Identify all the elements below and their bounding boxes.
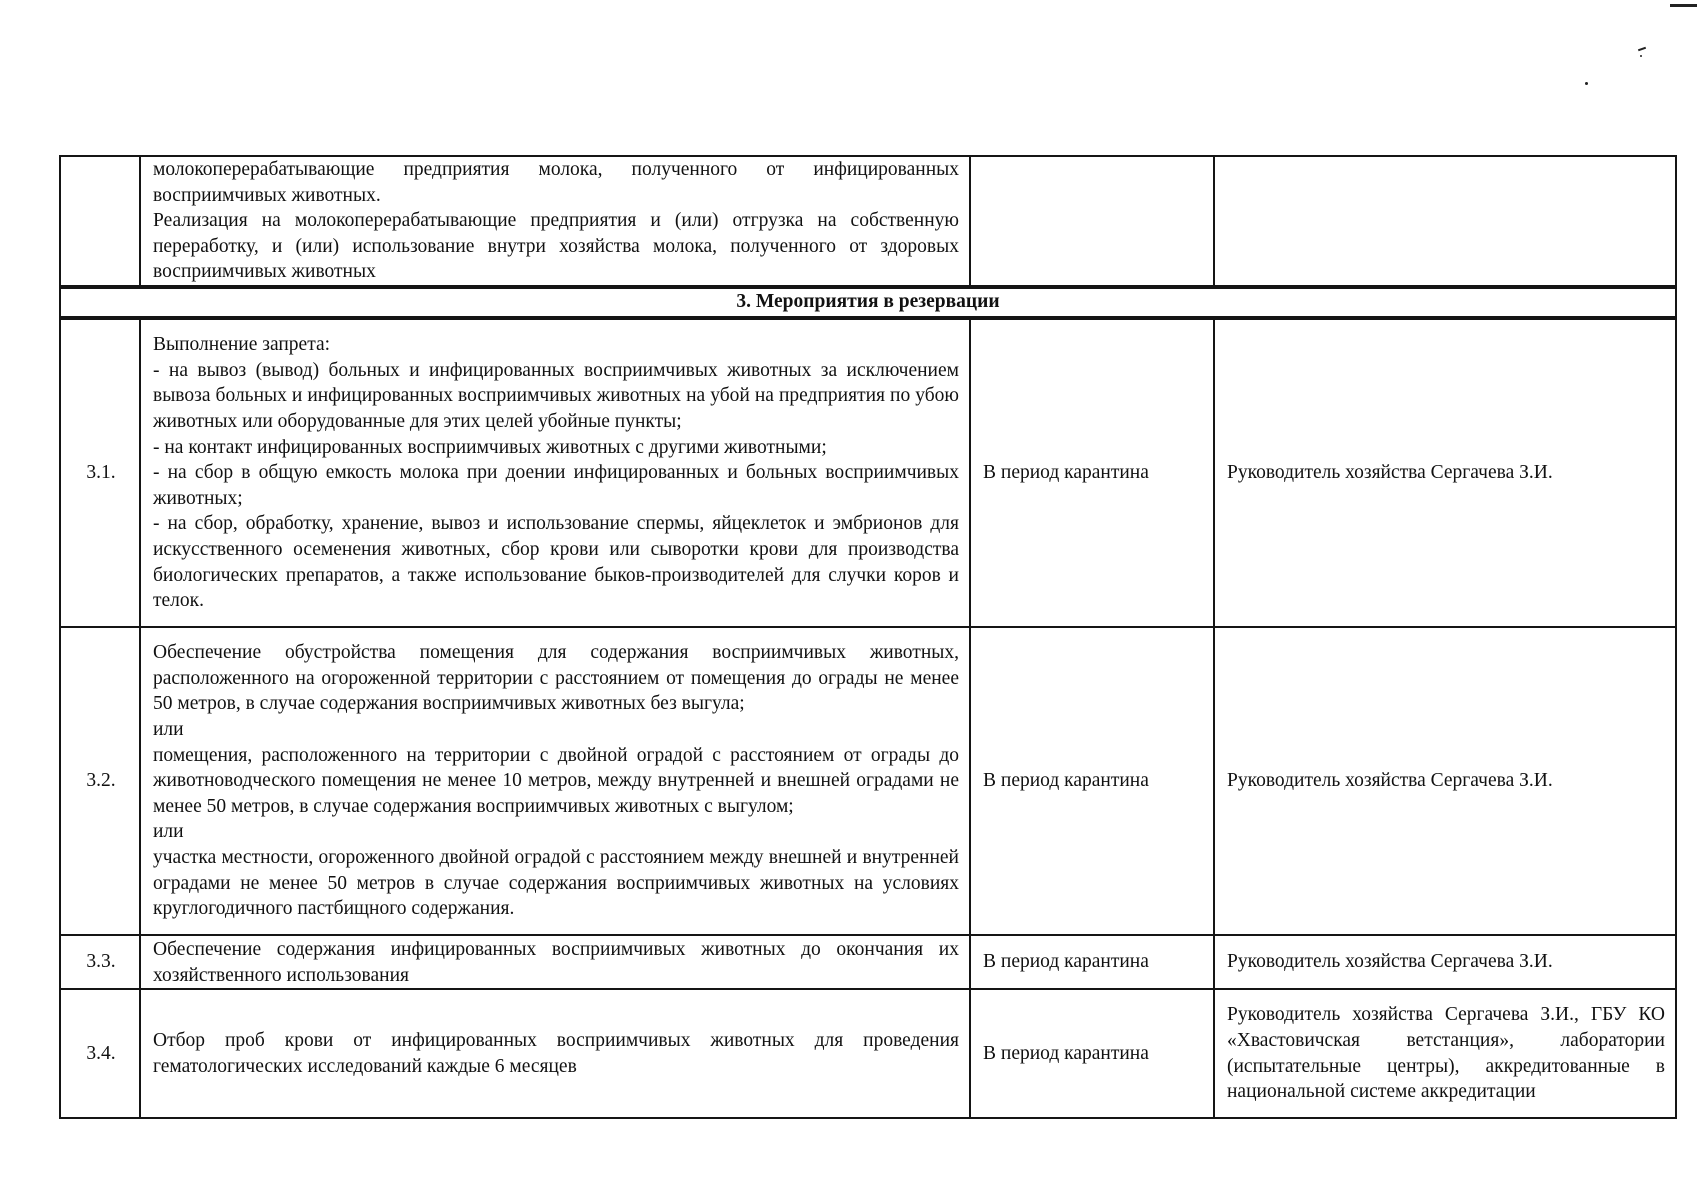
measure-text: [140, 156, 970, 287]
measure-paragraph: помещения, расположенного на территории с двойной оградой с расстоянием от ограды до животноводческого помещения не менее 10 метров, между внутренней и внешней оградами не менее 50 метров, в случае содержания восприимчивых животных с выгулом;: [153, 744, 959, 817]
section-title: 3. Мероприятия в резервации: [60, 287, 1676, 318]
measure-paragraph: Обеспечение обустройства помещения для содержания восприимчивых животных, расположенного на огороженной территории с расстоянием от помещения до ограды не менее 50 метров, в случае содержания восприимчивых животных без выгула;: [153, 642, 959, 715]
responsible-cell: Руководитель хозяйства Сергачева З.И.: [1214, 935, 1676, 989]
scan-artifact-dot: [1640, 55, 1642, 57]
row-number: 3.4.: [60, 989, 140, 1118]
row-number: 3.2.: [60, 627, 140, 935]
period-cell: В период карантина: [970, 935, 1214, 989]
measure-paragraph: - на контакт инфицированных восприимчивых животных с другими животными;: [153, 436, 827, 458]
period-cell: [970, 156, 1214, 287]
table-row: [60, 935, 1676, 989]
measure-paragraph: участка местности, огороженного двойной оградой с расстоянием между внешней и внутренней оградами не менее 50 метров в случае содержания восприимчивых животных на условиях круглогодичного пастбищного содержания.: [153, 846, 959, 920]
measure-paragraph: Реализация на молокоперерабатывающие предприятия и (или) отгрузка на собственную переработку, и (или) использование внутри хозяйства молока, полученного от здоровых восприимчивых животных: [153, 210, 959, 283]
row-number: 3.3.: [60, 935, 140, 989]
scan-artifact-tick: [1638, 47, 1646, 52]
responsible-cell: Руководитель хозяйства Сергачева З.И.: [1214, 318, 1676, 627]
measures-table: [59, 155, 1677, 1119]
scan-artifact-dash: [1670, 4, 1697, 7]
table-row: [60, 989, 1676, 1118]
measure-paragraph: - на сбор, обработку, хранение, вывоз и использование спермы, яйцеклеток и эмбрионов для искусственного осеменения животных, сбор крови или сыворотки крови для производства биологических препаратов, а также использование быков-производителей для случки коров и телок.: [153, 513, 959, 612]
scan-artifact-dot: [1585, 82, 1588, 85]
measure-paragraph: Выполнение запрета:: [153, 334, 331, 356]
measure-paragraph: Обеспечение содержания инфицированных восприимчивых животных до окончания их хозяйственного использования: [153, 938, 959, 986]
measure-paragraph: Отбор проб крови от инфицированных восприимчивых животных для проведения гематологических исследований каждые 6 месяцев: [153, 1030, 959, 1077]
responsible-cell: Руководитель хозяйства Сергачева З.И., ГБУ КО «Хвастовичская ветстанция», лаборатории (испытательные центры), аккредитованные в национальной системе аккредитации: [1214, 989, 1676, 1118]
measure-paragraph: - на сбор в общую емкость молока при доении инфицированных и больных восприимчивых животных;: [153, 462, 959, 509]
table-row: [60, 627, 1676, 935]
measure-text: [140, 318, 970, 627]
measure-paragraph: или: [153, 718, 184, 740]
measure-paragraph: молокоперерабатывающие предприятия молока, полученного от инфицированных восприимчивых животных.: [153, 159, 959, 206]
responsible-cell: Руководитель хозяйства Сергачева З.И.: [1214, 627, 1676, 935]
measure-text: [140, 935, 970, 989]
row-number: [60, 156, 140, 287]
period-cell: В период карантина: [970, 989, 1214, 1118]
period-cell: В период карантина: [970, 318, 1214, 627]
responsible-cell: [1214, 156, 1676, 287]
table-row: [60, 318, 1676, 627]
measure-text: [140, 989, 970, 1118]
table-row-continuation: [60, 156, 1676, 287]
measure-text: [140, 627, 970, 935]
period-cell: В период карантина: [970, 627, 1214, 935]
measure-paragraph: или: [153, 821, 184, 843]
row-number: 3.1.: [60, 318, 140, 627]
section-header-row: [60, 287, 1676, 318]
measure-paragraph: - на вывоз (вывод) больных и инфицированных восприимчивых животных за исключением вывоза больных и инфицированных восприимчивых животных на убой на предприятия по убою животных или оборудованные для этих целей убойные пункты;: [153, 359, 959, 432]
